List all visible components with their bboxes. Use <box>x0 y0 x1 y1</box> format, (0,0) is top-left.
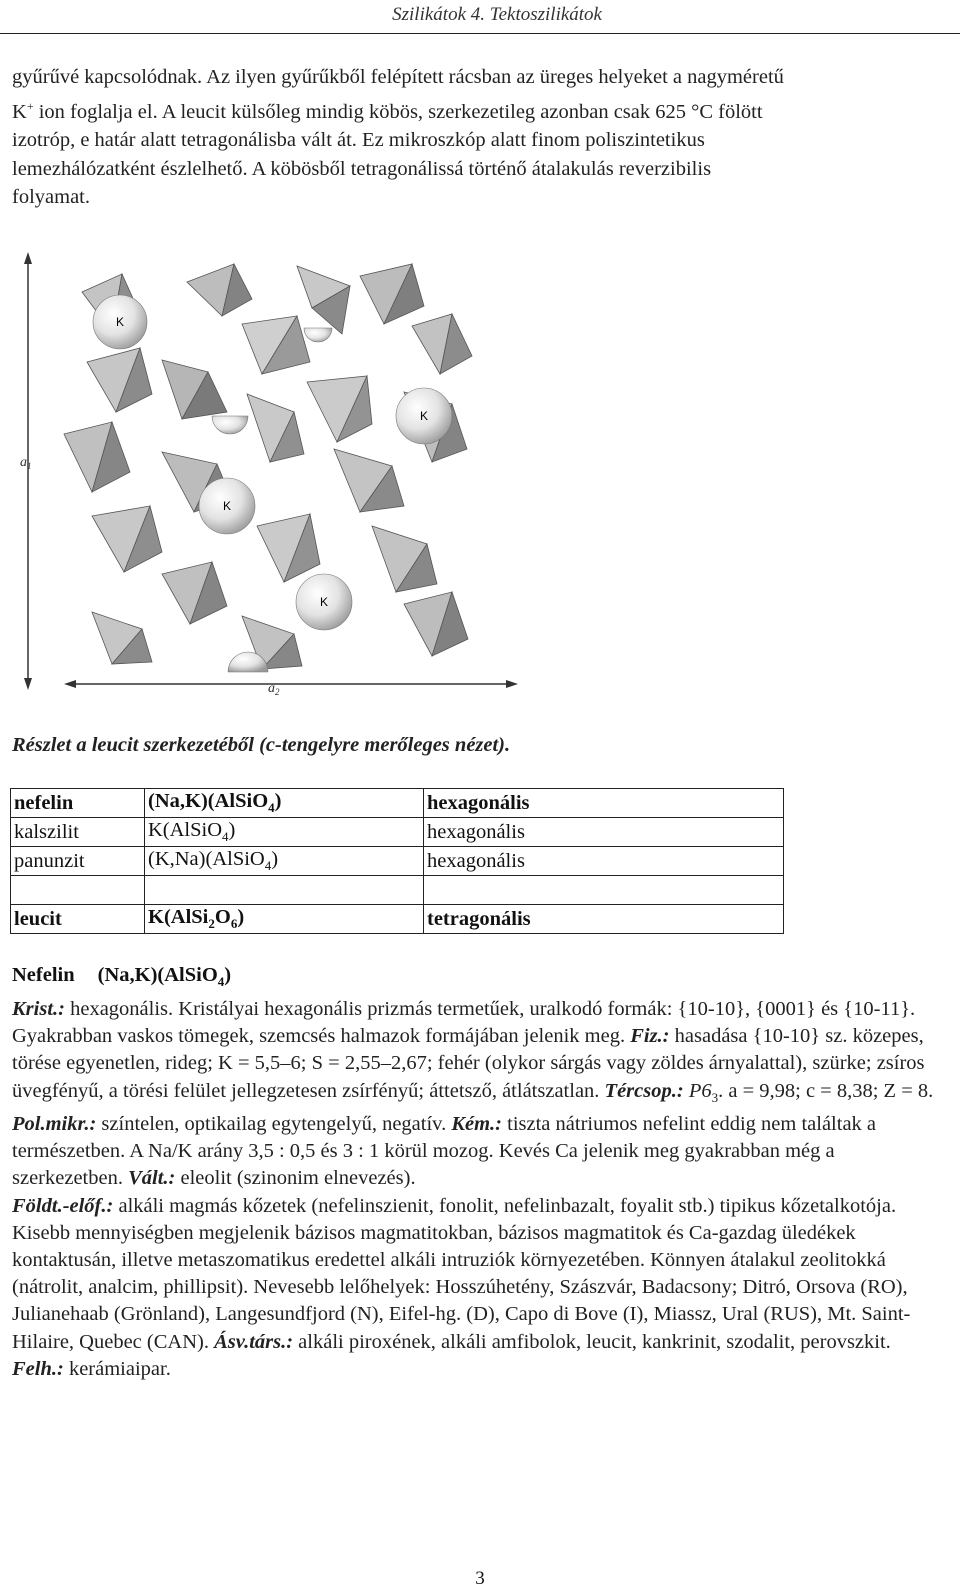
intro-paragraph <box>12 63 942 212</box>
page-number: 3 <box>475 1568 485 1589</box>
table-row <box>11 818 784 847</box>
crystal-system: tetragonális <box>424 905 784 934</box>
mineral-formula: $K(AlSi_2O_6)$ <box>145 905 424 934</box>
kem-label: Kém.: <box>451 1112 503 1135</box>
mineral-formula: (Na,K)(AlSiO$_4$) <box>145 789 424 818</box>
svg-text:K: K <box>419 409 429 423</box>
foldt-label: Földt.-előf.: <box>12 1194 114 1217</box>
mineral-formula: (K,Na)(AlSiO$_4$) <box>145 847 424 876</box>
intro-line-1: gyűrűvé kapcsolódnak. Az ilyen gyűrűkből felépített rácsban az üreges helyeket a nagyméretű <box>12 66 784 88</box>
structure-drawing <box>12 244 662 704</box>
a2-axis-label: $a_2$ <box>268 681 280 697</box>
table-row <box>11 905 784 934</box>
crystal-system: hexagonális <box>424 847 784 876</box>
table-row <box>11 789 784 818</box>
crystal-system <box>424 876 784 905</box>
leucite-structure-figure <box>12 244 662 704</box>
table-row <box>11 876 784 905</box>
nefelin-heading: Nefelin (Na,K)(AlSiO$_4$) <box>12 964 232 990</box>
felh-label: Felh.: <box>12 1357 64 1380</box>
krist-label: Krist.: <box>12 998 65 1020</box>
nefelin-description: Krist.: hexagonális. Kristályai hexagonális prizmás termetűek, uralkodó formák: {10-10}, {0001} és {10-11}. Gyakrabban vaskos tömegek, szemcsés halmazok formájában jelenik meg. Fiz.: hasadása {10-10} sz. közepes, törése egyenetlen, rideg; K = 5,5–6; S = 2,55–2,67; fehér (olykor sárgás vagy zöldes árnyalattal), szürke; zsíros üvegfényű, a törési felület jellegzetesen zsírfényű; áttetsző, átlátszatlan. Tércsop.: $P6_3$. a = 9,98; c = 8,38; Z = 8. Pol.mikr.: színtelen, optikailag egytengelyű, negatív. Kém.: tiszta nátriumos nefelint eddig nem találtak a természetben. A Na/K arány 3,5 : 0,5 és 3 : 1 körül mozog. Kevés Ca jelenik meg gyakrabban még a szerkezetben. Vált.: eleolit (szinonim elnevezés). Földt.-előf.: alkáli magmás kőzetek (nefelinszienit, fonolit, nefelinbazalt, foyalit stb.) tipikus kőzetalkotója. Kisebb mennyiségben megjelenik bázisos magmatitokban, bázisos magmatitok és Ca-gazdag üledékek kontaktusán, illetve metaszomatikus eredettel alkáli intruziók környezetében. Könnyen átalakul zeolitokká (nátrolit, analcim, phillipsit). Nevesebb lelőhelyek: Hosszúhetény, Szászvár, Badacsony; Ditró, Orsova (RO), Julianehaab (Grönland), Langesundfjord (N), Eifel-hg. (D), Capo di Bove (I), Miassz, Ural (RUS), Mt. Saint-Hilaire, Quebec (CAN). Ásv.társ.: alkáli piroxének, alkáli amfibolok, leucit, kankrinit, szodalit, perovszkit. Felh.: kerámiaipar. <box>12 998 934 1380</box>
valt-label: Vált.: <box>128 1167 176 1190</box>
mineral-name: kalszilit <box>11 818 145 847</box>
mineral-name <box>11 876 145 905</box>
mineral-name: leucit <box>11 905 145 934</box>
svg-text:K: K <box>115 315 125 329</box>
polmikr-label: Pol.mikr.: <box>12 1112 97 1135</box>
intro-line-2: K+ ion foglalja el. A leucit külsőleg mindig köbös, szerkezetileg azonban csak 625 °C fölött <box>12 98 763 123</box>
fiz-label: Fiz.: <box>630 1025 670 1048</box>
table-row <box>11 847 784 876</box>
svg-text:K: K <box>222 499 232 513</box>
svg-text:K: K <box>319 595 329 609</box>
a1-axis-label: $a_1$ <box>20 455 32 471</box>
tercsop-label: Tércsop.: <box>604 1079 684 1102</box>
intro-line-3: izotróp, e határ alatt tetragonálisba vált át. Ez mikroszkóp alatt finom poliszintetikus <box>12 129 705 152</box>
crystal-system: hexagonális <box>424 789 784 818</box>
figure-caption: Részlet a leucit szerkezetéből (c-tengelyre merőleges nézet). <box>12 734 511 756</box>
page-header <box>0 0 960 34</box>
mineral-formula: K(AlSiO$_4$) <box>145 818 424 847</box>
mineral-name: panunzit <box>11 847 145 876</box>
mineral-formula <box>145 876 424 905</box>
intro-line-5: folyamat. <box>12 186 90 209</box>
mineral-table <box>10 788 784 934</box>
asv-label: Ásv.társ.: <box>214 1330 294 1353</box>
crystal-system: hexagonális <box>424 818 784 847</box>
intro-line-4: lemezhálózatként észlelhető. A köbösből tetragonálissá történő átalakulás reverzibilis <box>12 157 712 180</box>
mineral-name: nefelin <box>11 789 145 818</box>
header-title: Szilikátok 4. Tektoszilikátok <box>392 4 602 25</box>
